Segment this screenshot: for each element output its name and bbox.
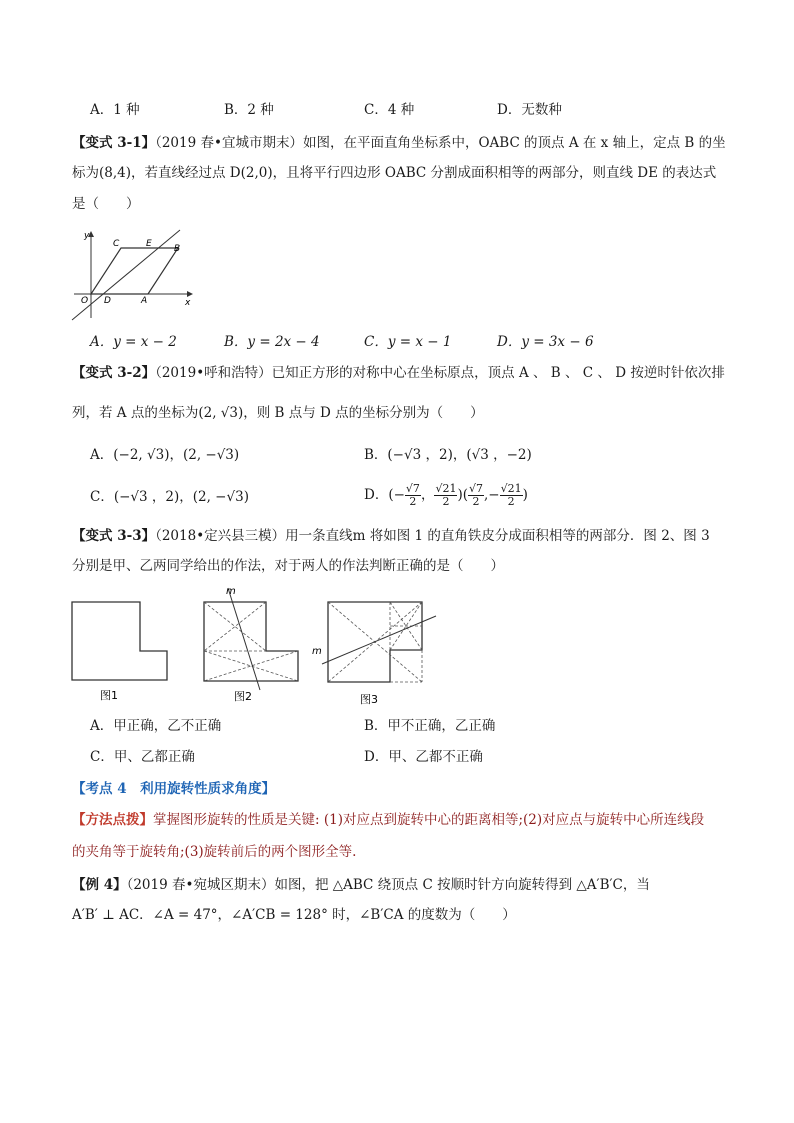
parallelogram-oabc	[91, 248, 178, 294]
v32-option-a[interactable]: A．(−2, √3)，(2, −√3)	[90, 447, 240, 463]
kaodian-4-heading: 【考点 4 利用旋转性质求角度】	[72, 781, 276, 797]
v33-option-b[interactable]: B．甲不正确，乙正确	[364, 718, 496, 734]
v32-option-b[interactable]: B．(−√3 ，2)，(√3 ，−2)	[364, 447, 532, 463]
v31-tag: 【变式 3-1】	[72, 135, 156, 151]
label-e: E	[146, 239, 152, 249]
fangfa-line2: 的夹角等于旋转角;(3)旋转前后的两个图形全等.	[72, 844, 357, 860]
caption-fig3: 图3	[360, 693, 378, 706]
line-m-fig2	[228, 588, 260, 690]
frac-1: $\frac{√7}{2}$	[405, 482, 420, 508]
label-m-fig3: m	[312, 646, 322, 657]
v31-option-d[interactable]: D．y = 3x − 6	[497, 334, 594, 350]
l-shape	[204, 602, 298, 681]
v33-line1	[72, 526, 732, 546]
frac-2: $\frac{√21}{2}$	[435, 482, 457, 508]
label-d: D	[104, 296, 111, 306]
l-shape	[72, 602, 167, 680]
v33-option-c[interactable]: C．甲、乙都正确	[90, 749, 195, 765]
v33-text1: （2018•定兴县三模）用一条直线m 将如图 1 的直角铁皮分成面积相等的两部分．图 2、图 3	[155, 528, 710, 544]
v32-option-d-prefix: D．	[364, 487, 389, 503]
v33-tag: 【变式 3-3】	[72, 528, 156, 544]
line-m-fig3	[322, 616, 436, 664]
v33-option-a[interactable]: A．甲正确，乙不正确	[90, 718, 222, 734]
figure-1	[68, 596, 173, 706]
ex4-line1	[72, 875, 732, 895]
v31-option-c[interactable]: C．y = x − 1	[364, 334, 452, 350]
label-m-fig2: m	[226, 586, 236, 597]
v32-tag: 【变式 3-2】	[72, 365, 156, 381]
figure-2	[198, 582, 308, 706]
prev-option-c[interactable]: C．4 种	[364, 102, 415, 118]
v33-line2: 分别是甲、乙两同学给出的作法，对于两人的作法判断正确的是（ ）	[72, 558, 504, 574]
figure-3	[308, 596, 438, 710]
caption-fig1: 图1	[100, 689, 118, 702]
label-y: y	[84, 231, 90, 241]
label-b: B	[174, 244, 181, 254]
v31-option-b[interactable]: B．y = 2x − 4	[224, 334, 320, 350]
v32-line1	[72, 363, 732, 383]
fangfa-tag: 【方法点拨】	[72, 812, 153, 828]
label-c: C	[113, 239, 120, 249]
ex4-text1: （2019 春•宛城区期末）如图，把 △ABC 绕顶点 C 按顺时针方向旋转得到 △A′B′C，当	[126, 877, 650, 893]
v32-text1: （2019•呼和浩特）已知正方形的对称中心在坐标原点，顶点 A 、 B 、 C 、 D 按逆时针依次排	[155, 365, 725, 381]
v31-line2: 标为(8,4)，若直线经过点 D(2,0)，且将平行四边形 OABC 分割成面积相等的两部分，则直线 DE 的表达式	[72, 165, 717, 181]
v33-option-d[interactable]: D．甲、乙都不正确	[364, 749, 483, 765]
v32-option-c[interactable]: C．(−√3 ，2)，(2, −√3)	[90, 489, 249, 505]
v31-line1	[72, 133, 732, 153]
prev-option-b[interactable]: B．2 种	[224, 102, 274, 118]
ex4-tag: 【例 4】	[72, 877, 127, 893]
v32-option-d[interactable]: D．(− $\frac{√7}{2}$ ， $\frac{√21}{2}$ )( $\frac{√7}{2}$ ,− $\frac{√21}{2}$ )	[364, 482, 528, 508]
label-a: A	[141, 296, 148, 306]
caption-fig2: 图2	[234, 690, 252, 703]
v31-figure	[68, 226, 198, 321]
label-o: O	[81, 296, 89, 306]
fangfa-text1: 掌握图形旋转的性质是关键: (1)对应点到旋转中心的距离相等;(2)对应点与旋转中心所连线段	[153, 812, 705, 828]
v32-line2: 列，若 A 点的坐标为(2, √3)，则 B 点与 D 点的坐标分别为（ ）	[72, 405, 484, 421]
ex4-line2: A′B′ ⊥ AC．∠A = 47°，∠A′CB = 128° 时，∠B′CA 的度数为（ ）	[72, 907, 516, 923]
line-de	[72, 230, 180, 320]
fangfa-line1	[72, 810, 732, 830]
v31-line3: 是（ ）	[72, 196, 140, 212]
prev-option-d[interactable]: D．无数种	[497, 102, 562, 118]
prev-option-a[interactable]: A．1 种	[90, 102, 140, 118]
frac-4: $\frac{√21}{2}$	[500, 482, 522, 508]
v31-option-a[interactable]: A．y = x − 2	[90, 334, 177, 350]
frac-3: $\frac{√7}{2}$	[469, 482, 484, 508]
label-x: x	[185, 298, 191, 308]
v31-text1: （2019 春•宜城市期末）如图，在平面直角坐标系中，OABC 的顶点 A 在 x 轴上，定点 B 的坐	[155, 135, 726, 151]
